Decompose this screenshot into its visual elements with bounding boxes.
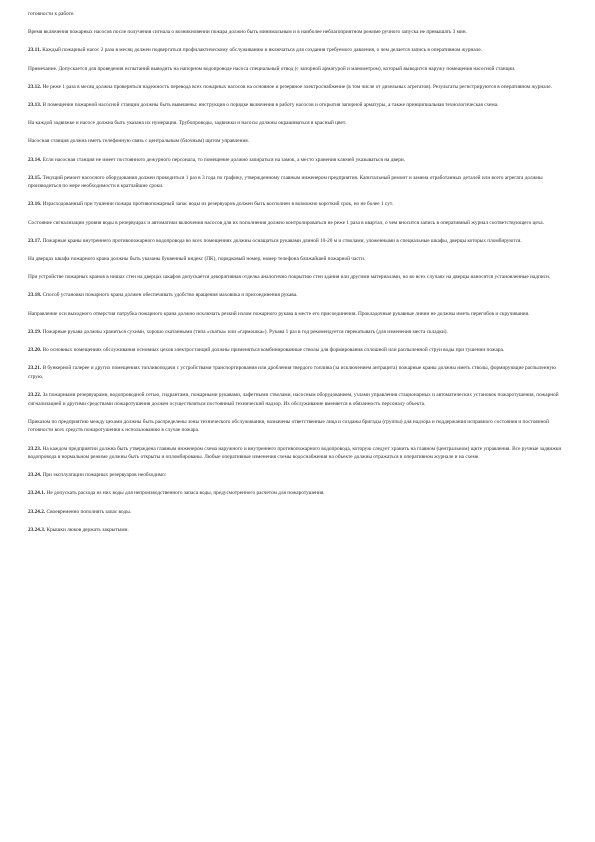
clause-number: 23.22. — [28, 391, 42, 398]
paragraph — [28, 174, 568, 191]
paragraph — [28, 310, 568, 319]
paragraph-text: Пожарные краны внутреннего противопожарного водопровода во всех помещениях должны оснащаться рукавами длиной 10-20 м и стволами, уложенными в специальные шкафы, дверцы которых пломбируются. — [42, 237, 522, 244]
paragraph-text: Насосная станция должна иметь телефонную связь с центральным (блочным) щитом управления. — [28, 138, 250, 145]
paragraph-text: Приказом по предприятию между цехами должны быть распределены зоны технического обслуживания, назначены ответственные лица и созданы бригады (группы) для надзора и поддержания исправного состояния и постоянной готовности всех средств пожаротушения к использованию в случае пожара. — [28, 418, 549, 434]
paragraph — [28, 364, 568, 381]
clause-number: 23.11. — [28, 47, 41, 54]
clause-number: 23.19. — [28, 328, 42, 335]
paragraph-text: Не допускать расхода из них воды для непроизводственного запаса воды, предусмотренного расчетом для пожаротушения. — [46, 490, 325, 497]
paragraph-text: Примечание. Допускается для проведения испытаний выводить на напорном водопроводе насоса специальный отвод (с запорной арматурой и манометром), который выводится наружу помещения насосной станции. — [28, 65, 516, 72]
paragraph-text: готовности к работе. — [28, 11, 75, 17]
paragraph — [28, 137, 568, 146]
paragraph — [28, 46, 568, 55]
paragraph — [28, 255, 568, 264]
paragraph — [28, 273, 568, 282]
paragraph — [28, 291, 568, 300]
clause-number: 23.15. — [28, 174, 42, 181]
paragraph-text: Если насосная станция не имеет постоянного дежурного персонала, то помещение должно запираться на замок, а место хранения ключей указываться на двери. — [42, 156, 406, 163]
clause-number: 23.24.2. — [28, 508, 46, 515]
paragraph — [28, 156, 568, 165]
paragraph — [28, 119, 568, 128]
paragraph-text: Направление оси выходного отверстия патрубка пожарного крана должно исключать резкий излом пожарного рукава в месте его присоединения. Прокладочные рукавные линии не должны иметь перегибов и скручивания. — [28, 310, 530, 317]
paragraph-text: При устройстве пожарных кранов в нишах стен на дверцах шкафов допускается декоративная отделка аналогично покрытию стен здания или другими материалами, но во всех случаях на дверцы наносятся установленные надписи. — [28, 274, 551, 281]
paragraph-text: Не реже 1 раза в месяц должна проверяться надежность перевода всех пожарных насосов на основное и резервное электроснабжение (в том числе от дизельных агрегатов). Результаты регистрируются в оперативном журнале. — [42, 83, 552, 90]
paragraph-text: В помещении пожарной насосной станции должны быть вывешены: инструкция о порядке включения в работу насосов и открытия запорной арматуры, а также принципиальная технологическая схема. — [42, 101, 499, 108]
paragraph-text: На дверцах шкафа пожарного крана должны быть указаны буквенный индекс (ПК), порядковый номер, номер телефона ближайшей пожарной части. — [28, 256, 366, 263]
paragraph — [28, 200, 568, 209]
document-body — [28, 10, 568, 544]
paragraph-text: Крышки люков держать закрытыми. — [46, 526, 129, 533]
paragraph — [28, 237, 568, 246]
paragraph-text: В бункерной галерее и других помещениях топливоподачи с устройствами транспортирования или дробления твердого топлива (за исключением антрацита) пожарные краны должны иметь стволы, формирующие распыленную струю. — [28, 365, 557, 380]
clause-number: 23.24.1. — [28, 490, 46, 497]
paragraph — [28, 526, 568, 535]
clause-number: 23.14. — [28, 156, 42, 163]
paragraph-text: Своевременно пополнять запас воды. — [46, 508, 132, 515]
clause-number: 23.12. — [28, 83, 42, 90]
paragraph — [28, 328, 568, 337]
paragraph — [28, 391, 568, 408]
paragraph — [28, 83, 568, 92]
paragraph — [28, 508, 568, 517]
paragraph-text: На каждом предприятии должна быть утверждена главным инженером схема наружного и внутреннего противопожарного водопровода, которую следует хранить на главном (центральном) щите управления. Все ручные задвижки водопровода в нормальном режиме должны быть открыты и опломбированы. Любые оперативные изменения схемы водоснабжения на объекте должны отражаться в оперативном журнале и на схеме. — [28, 445, 562, 461]
paragraph-text: При эксплуатации пожарных резервуаров необходимо: — [42, 472, 167, 479]
paragraph-text: Израсходованный при тушении пожара противопожарный запас воды из резервуаров должен быть восполнен в возможно короткий срок, но не более 1 сут. — [42, 201, 394, 208]
clause-number: 23.23. — [28, 445, 42, 452]
clause-number: 23.21. — [28, 365, 42, 372]
clause-number: 23.18. — [28, 292, 42, 299]
paragraph-text: Текущий ремонт насосного оборудования должен проводиться 1 раз в 3 года по графику, утвержденному главным инженером предприятия. Капитальный ремонт и замена отработанных деталей или всего агрегата должны производиться по мере необходимости в кратчайшие сроки. — [28, 174, 543, 190]
clause-number: 23.20. — [28, 346, 42, 353]
paragraph — [28, 418, 568, 435]
paragraph — [28, 65, 568, 74]
clause-number: 23.13. — [28, 101, 42, 108]
paragraph-text: Каждый пожарный насос 2 раза в месяц должен подвергаться профилактическому обслуживанию и включаться для создания требуемого давления, о чем делается запись в оперативном журнале. — [42, 47, 483, 54]
paragraph-text: Время включения пожарных насосов после получения сигнала о возникновении пожара должно быть минимальным и в наиболее неблагоприятном режиме ручного запуска не превышать 3 мин. — [28, 29, 467, 36]
paragraph — [28, 346, 568, 355]
clause-number: 23.17. — [28, 237, 42, 244]
paragraph-text: Пожарные рукава должны храниться сухими, хорошо скатанными (типа «скатка» или «гармошка»). Рукава 1 раз в год рекомендуется перекатывать (для изменения места складки). — [42, 328, 448, 335]
clause-number: 23.24.3. — [28, 526, 46, 533]
paragraph-text: За пожарными резервуарами, водопроводной сетью, гидрантами, пожарными рукавами, лафетными стволами, насосным оборудованием, узлами управления стационарных и автоматических установок пожаротушения, пожарной сигнализацией и другими средствами пожаротушения должен осуществляться постоянный технический надзор. Их обслуживание вменяется в обязанность персоналу объекта. — [28, 391, 559, 407]
paragraph — [28, 10, 568, 19]
clause-number: 23.16. — [28, 201, 42, 208]
clause-number: 23.24. — [28, 472, 42, 479]
paragraph — [28, 101, 568, 110]
paragraph-text: Способ установки пожарного крана должен обеспечивать удобство вращения маховика и присоединения рукава. — [42, 292, 298, 299]
paragraph-text: На каждой задвижке и насосе должна быть указана их нумерация. Трубопроводы, задвижки и насосы должны окрашиваться в красный цвет. — [28, 120, 347, 127]
paragraph — [28, 471, 568, 480]
paragraph — [28, 219, 568, 228]
paragraph-text: Состояние сигнализации уровня воды в резервуарах и автоматики включения насосов для их пополнения должно контролироваться не реже 1 раза в квартал, о чем вносится запись в оперативный журнал соответствующего цеха. — [28, 219, 544, 226]
paragraph — [28, 28, 568, 37]
paragraph — [28, 445, 568, 462]
paragraph — [28, 489, 568, 498]
paragraph-text: Во основных помещениях обслуживания основных цехов электростанций должны применяться комбинированные стволы для формирования сплошной или распыленной струи воды при тушении пожара. — [42, 346, 505, 353]
